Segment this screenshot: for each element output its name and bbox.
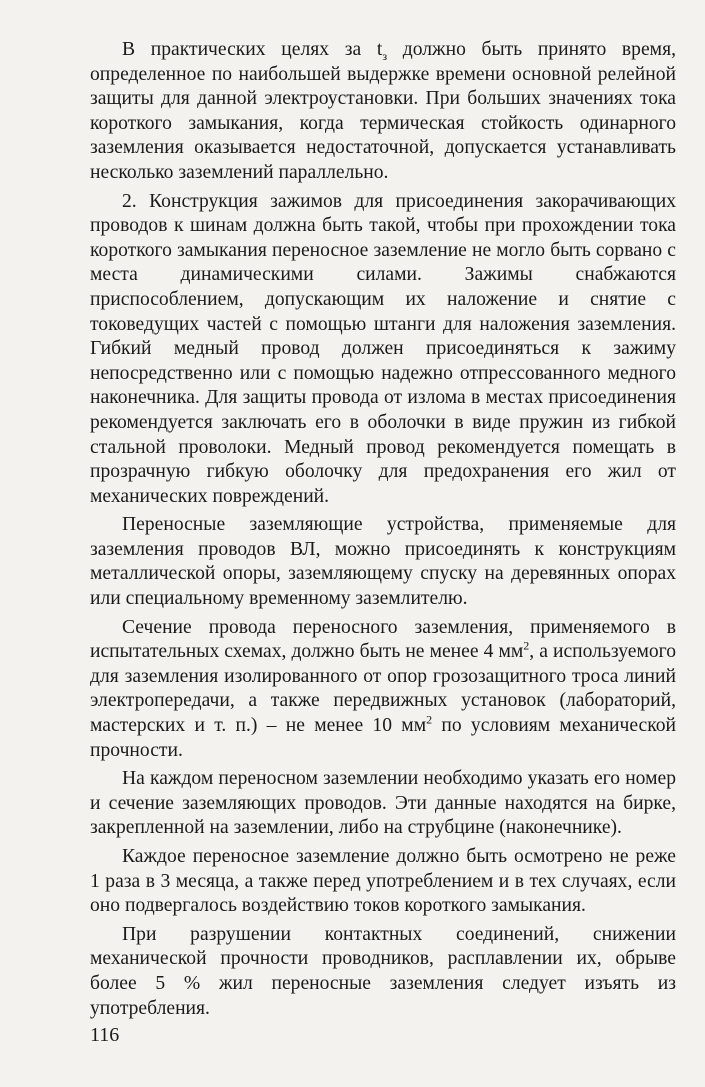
subscript: з [382,48,388,63]
paragraph-wire-section [90,616,676,764]
paragraph-inspection: Каждое переносное заземление должно быть осмотрено не реже 1 раза в 3 месяца, а также перед употреблением и в тех случаях, если оно подвергалось воздействию токов короткого замыкания. [90,846,676,917]
superscript: 2 [426,712,433,727]
page-body [90,38,676,1021]
paragraph-text: по условиям механической прочности. [90,715,677,761]
paragraph-grounding-devices: Переносные заземляющие устройства, применяемые для заземления проводов ВЛ, можно присоединять к конструкциям металлической опоры, заземляющему спуску на деревянных опорах или специальному временному заземлителю. [90,514,676,610]
paragraph-marking: На каждом переносном заземлении необходимо указать его номер и сечение заземляющих проводов. Эти данные находятся на бирке, закрепленной на заземлении, либо на струбцине (наконечнике). [90,768,676,839]
paragraph-text: должно быть принято время, определенное по наибольшей выдержке времени основной релейной защиты для данной электроустановки. При больших значениях тока короткого замыкания, когда термическая стойкость одинарного заземления оказывается недостаточной, допускается устанавливать несколько заземлений параллельно. [90,39,676,183]
paragraph-text: В практических целях за t [122,39,383,60]
superscript: 2 [523,638,530,653]
paragraph-text: , а используемого для заземления изолированного от опор грозозащитного троса линий электропередачи, а также передвижных установок (лабораторий, мастерских и т. п.) – не менее 10 мм [90,641,677,737]
paragraph-text: Сечение провода переносного заземления, применяемого в испытательных схемах, должно быть не менее 4 мм [90,616,676,663]
page-number: 116 [90,1024,120,1046]
paragraph-withdrawal: При разрушении контактных соединений, снижении механической прочности проводников, расплавлении их, обрыве более 5 % жил переносные заземления следует изъять из употребления. [90,923,676,1019]
paragraph-time-selection [90,38,676,186]
paragraph-clamp-design: 2. Конструкция зажимов для присоединения закорачивающих проводов к шинам должна быть такой, чтобы при прохождении тока короткого замыкания переносное заземление не могло быть сорвано с места динамическими силами. Зажимы снабжаются приспособлением, допускающим их наложение и снятие с токоведущих частей с помощью штанги для наложения заземления. Гибкий медный провод должен присоединяться к зажиму непосредственно или с помощью надежно отпрессованного медного наконечника. Для защиты провода от излома в местах присоединения рекомендуется заключать его в оболочки в виде пружин из гибкой стальной проволоки. Медный провод рекомендуется помещать в прозрачную гибкую оболочку для предохранения его жил от механических повреждений. [90,190,676,507]
